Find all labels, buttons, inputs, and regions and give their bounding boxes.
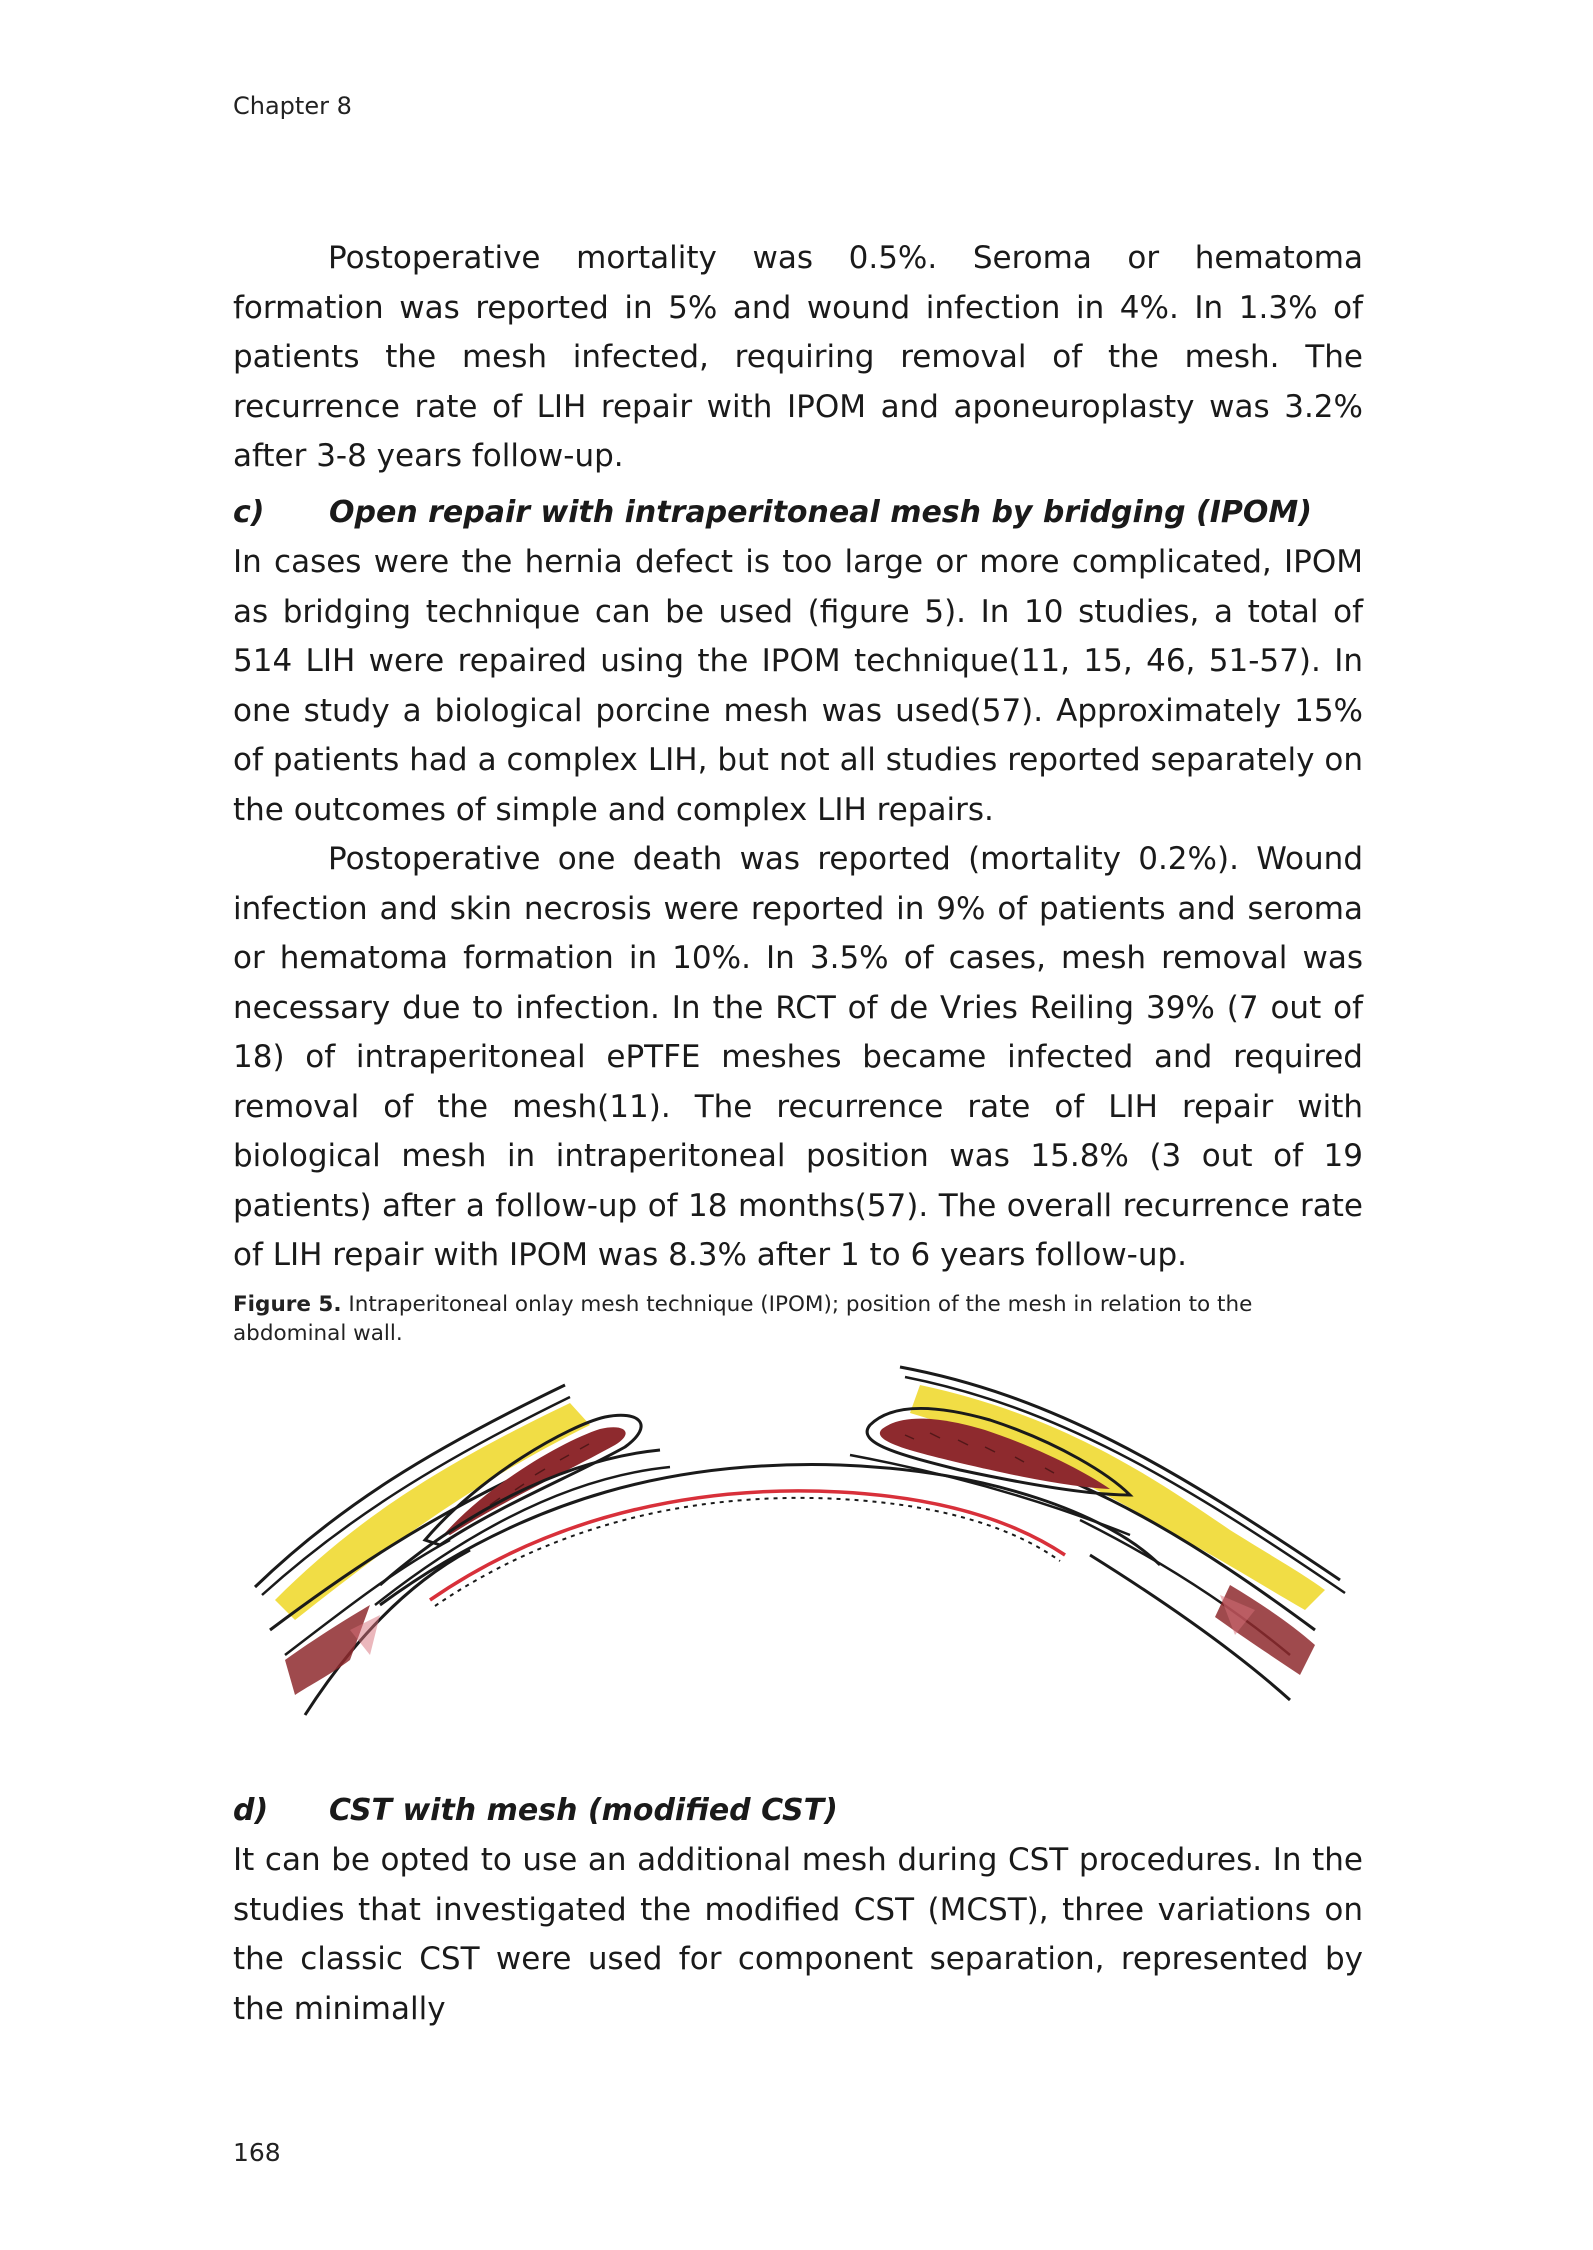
left-fat-layer bbox=[275, 1403, 590, 1620]
right-fat-layer bbox=[910, 1385, 1325, 1610]
section-c-title: Open repair with intraperitoneal mesh by bridging (IPOM) bbox=[329, 495, 1312, 530]
paragraph-modified-cst: It can be opted to use an additional mesh during CST procedures. In the studies that investigated the modified CST (MCST), three variations on the classic CST were used for component separation, represented by the minimally bbox=[233, 1842, 1363, 2027]
section-d bbox=[233, 1786, 1363, 2034]
section-c-heading bbox=[233, 488, 1363, 537]
paragraph-ipom-intro: In cases were the hernia defect is too large or more complicated, IPOM as bridging technique can be used (figure 5). In 10 studies, a total of 514 LIH were repaired using the IPOM technique(11, 15, 46, 51-57). In one study a biological porcine mesh was used(57). Approximately 15% of patients had a complex LIH, but not all studies reported separately on the outcomes of simple and complex LIH repairs. bbox=[233, 544, 1363, 828]
section-c-label: c) bbox=[233, 495, 265, 530]
left-abdominal-wall bbox=[255, 1385, 670, 1715]
page-number: 168 bbox=[233, 2138, 281, 2167]
chapter-header: Chapter 8 bbox=[233, 92, 352, 120]
paragraph-complications: Postoperative mortality was 0.5%. Seroma or hematoma formation was reported in 5% and wound infection in 4%. In 1.3% of patients the mesh infected, requiring removal of the mesh. The recurrence rate of LIH repair with IPOM and aponeuroplasty was 3.2% after 3-8 years follow-up. bbox=[233, 240, 1363, 474]
right-abdominal-wall bbox=[850, 1367, 1345, 1700]
section-d-heading bbox=[233, 1786, 1363, 1835]
figure-caption-text: Intraperitoneal onlay mesh technique (IPOM); position of the mesh in relation to the abdominal wall. bbox=[233, 1292, 1253, 1346]
section-b-continued bbox=[233, 234, 1363, 482]
paragraph-ipom-outcomes: Postoperative one death was reported (mortality 0.2%). Wound infection and skin necrosis were reported in 9% of patients and seroma or hematoma formation in 10%. In 3.5% of cases, mesh removal was necessary due to infection. In the RCT of de Vries Reiling 39% (7 out of 18) of intraperitoneal ePTFE meshes became infected and required removal of the mesh(11). The recurrence rate of LIH repair with biological mesh in intraperitoneal position was 15.8% (3 out of 19 patients) after a follow-up of 18 months(57). The overall recurrence rate of LIH repair with IPOM was 8.3% after 1 to 6 years follow-up. bbox=[233, 841, 1363, 1273]
section-c bbox=[233, 488, 1363, 1281]
figure-caption bbox=[233, 1290, 1363, 1348]
section-d-label: d) bbox=[233, 1793, 269, 1828]
figure-label: Figure 5. bbox=[233, 1292, 342, 1317]
section-d-title: CST with mesh (modified CST) bbox=[329, 1793, 838, 1828]
ipom-illustration bbox=[230, 1355, 1370, 1745]
